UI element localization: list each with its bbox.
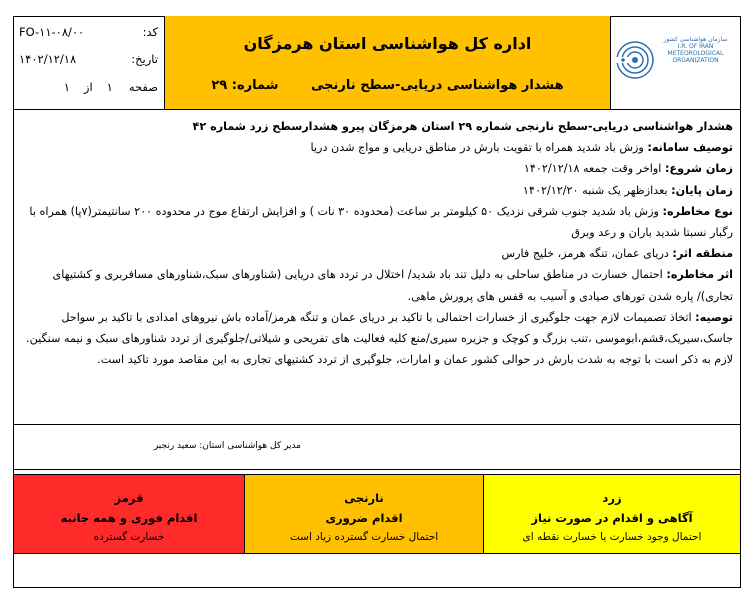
code-label: کد: [142, 25, 158, 39]
bulletin-number: شماره: ۲۹ [211, 78, 279, 93]
meteorological-logo-icon [615, 40, 655, 80]
end-line [20, 180, 733, 201]
level-orange-desc: احتمال خسارت گسترده زیاد است [289, 531, 439, 543]
note-line: لازم به ذکر است با توجه به شدت بارش در حوالی کشور عمان و امارات، جلوگیری از تردد کشتیهای تجاری به این مقاصد مورد تاکید است. [97, 353, 733, 367]
start-line [20, 158, 733, 179]
page-current: ۱ [106, 80, 113, 94]
warning-levels [13, 474, 741, 554]
page-of: از [83, 80, 93, 94]
logo-text-fa: سازمان هواشناسی کشور [663, 36, 728, 43]
signature-box [13, 424, 741, 470]
date-row [19, 52, 158, 66]
hazard-text: وزش باد شدید جنوب شرقی نزدیک ۵۰ کیلومتر بر ساعت (محدوده ۳۰ نات ) و افزایش ارتفاع موج در محدوده ۲۰۰ سانتیمتر(۷پا) همراه با رگبار نسبتا شدید باران و رعد وبرق [29, 204, 733, 240]
date-label: تاریخ: [131, 52, 158, 66]
code-value: FO-۱۱-۰۸/۰۰ [19, 25, 85, 39]
level-orange-title: نارنجی [344, 491, 384, 505]
description-text: وزش باد شدید همراه با تقویت بارش در مناطق دریایی و مواج شدن دریا [310, 141, 644, 155]
hazard-label: نوع مخاطره: [662, 204, 733, 218]
area-text: دریای عمان، تنگه هرمز، خلیج فارس [501, 247, 669, 261]
end-text: بعدازظهر یک شنبه ۱۴۰۲/۱۲/۲۰ [522, 183, 668, 197]
bulletin-title: هشدار هواشناسی دریایی-سطح نارنجی [311, 78, 564, 93]
level-red-desc: خسارت گسترده [93, 531, 165, 543]
level-yellow [483, 474, 741, 554]
org-title: اداره کل هواشناسی استان هرمزگان [243, 34, 532, 53]
header [13, 16, 741, 109]
logo-caption [653, 36, 738, 64]
signature-text: مدیر کل هواشناسی استان: سعید رنجبر [153, 441, 301, 451]
level-yellow-title: زرد [602, 491, 622, 505]
page-total: ۱ [63, 80, 70, 94]
level-yellow-desc: احتمال وجود خسارت یا خسارت نقطه ای [522, 531, 702, 543]
level-red-title: قرمز [114, 491, 144, 505]
doc-info-box [13, 16, 165, 109]
header-divider [13, 109, 741, 110]
end-label: زمان پایان: [671, 183, 733, 197]
start-label: زمان شروع: [664, 162, 733, 176]
advice-text: اتخاذ تصمیمات لازم جهت جلوگیری از خسارات احتمالی با تاکید بر دریای عمان و تنگه هرمز/آماده باش نیروهای امدادی با تاکید بر سواحل جاسک،سیریک،قشم،ابوموسی ،تنب بزرگ و کوچک و جزیره سیری/منع کلیه فعالیت های تفریحی و شیلاتی/جلوگیری از تردد شناورهای سبک و نیمه سنگین. [26, 310, 733, 346]
bulletin-heading: هشدار هواشناسی دریایی-سطح نارنجی شماره ۲۹ استان هرمزگان پیرو هشدارسطح زرد شماره ۴۲ [192, 120, 733, 133]
advice-label: توصیه: [695, 310, 733, 324]
area-line [20, 243, 733, 264]
description-line [20, 137, 733, 158]
impact-text: احتمال خسارت در مناطق ساحلی به دلیل تند باد شدید/ اختلال در تردد های دریایی (شناورهای سبک،شناورهای مسافربری و کشتیهای تجاری)/ پاره شدن تورهای صیادی و آسیب به قفس های پرورش ماهی. [52, 268, 733, 303]
hazard-line [20, 201, 733, 243]
area-label: منطقه اثر: [672, 247, 733, 261]
logo-box [611, 16, 741, 109]
level-orange [245, 474, 483, 554]
bulletin-body [20, 116, 733, 370]
title-box [165, 16, 611, 109]
level-yellow-action: آگاهی و اقدام در صورت نیاز [531, 511, 693, 525]
code-row [19, 25, 158, 39]
level-red-action: اقدام فوری و همه جانبه [60, 511, 198, 525]
page-label: صفحه [128, 80, 158, 94]
start-text: اواخر وقت جمعه ۱۴۰۲/۱۲/۱۸ [523, 162, 662, 176]
level-red [13, 474, 245, 554]
impact-line [20, 264, 733, 306]
impact-label: اثر مخاطره: [666, 268, 733, 282]
bulletin-subtitle [165, 78, 610, 93]
date-value: ۱۴۰۲/۱۲/۱۸ [19, 52, 77, 66]
page-row [19, 80, 158, 94]
logo-text-en: I.R. OF IRAN METEOROLOGICAL ORGANIZATION [667, 43, 724, 64]
level-orange-action: اقدام ضروری [325, 511, 403, 525]
advice-line [20, 307, 733, 349]
description-label: توصیف سامانه: [647, 141, 733, 155]
